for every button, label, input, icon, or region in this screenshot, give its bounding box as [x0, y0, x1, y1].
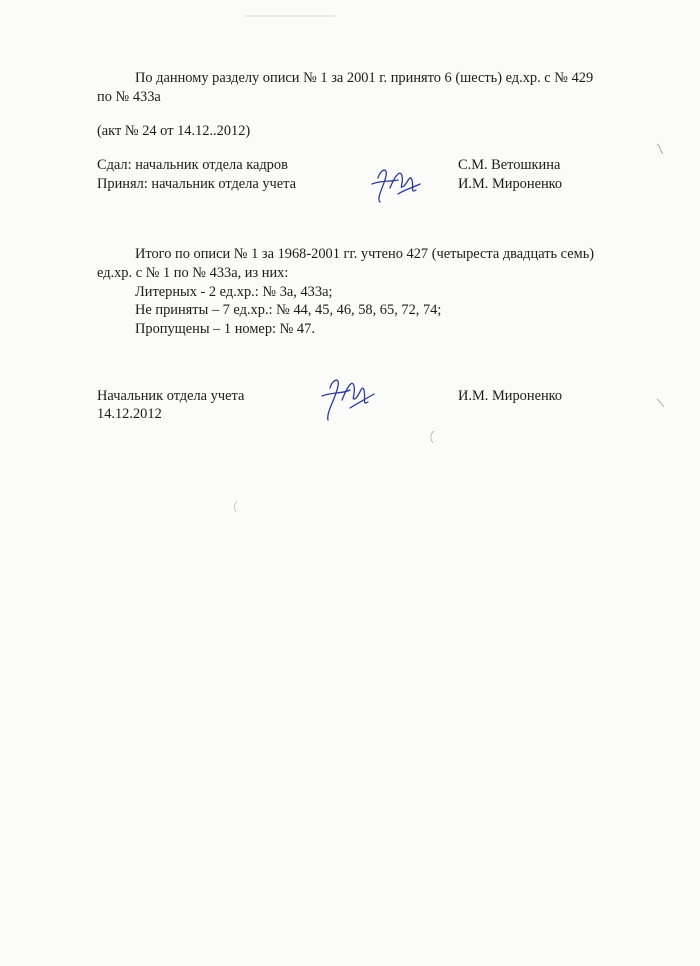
not-accepted-items: Не приняты – 7 ед.хр.: № 44, 45, 46, 58, 65, 72, 74; [135, 302, 442, 318]
signature-received [368, 160, 424, 206]
scan-mark [655, 396, 667, 416]
handed-over-label: Сдал: начальник отдела кадров [97, 157, 288, 173]
handed-over-name: С.М. Ветошкина [458, 157, 561, 173]
act-reference: (акт № 24 от 14.12..2012) [97, 123, 251, 139]
scan-mark [655, 142, 667, 162]
skipped-items: Пропущены – 1 номер: № 47. [135, 321, 315, 337]
scan-mark [428, 430, 436, 450]
footer-date: 14.12.2012 [97, 406, 162, 422]
scan-edge [245, 6, 335, 25]
scan-mark [232, 500, 240, 520]
footer-name: И.М. Мироненко [458, 388, 563, 404]
signature-footer [318, 372, 378, 424]
received-name: И.М. Мироненко [458, 176, 563, 192]
literal-items: Литерных - 2 ед.хр.: № 3а, 433а; [135, 284, 333, 300]
acceptance-line-2: по № 433а [97, 89, 161, 105]
total-line-1: Итого по описи № 1 за 1968-2001 гг. учтено 427 (четыреста двадцать семь) [135, 246, 595, 262]
acceptance-line-1: По данному разделу описи № 1 за 2001 г. принято 6 (шесть) ед.хр. с № 429 [135, 70, 594, 86]
footer-position: Начальник отдела учета [97, 388, 245, 404]
received-label: Принял: начальник отдела учета [97, 176, 297, 192]
total-line-2: ед.хр. с № 1 по № 433а, из них: [97, 265, 289, 281]
